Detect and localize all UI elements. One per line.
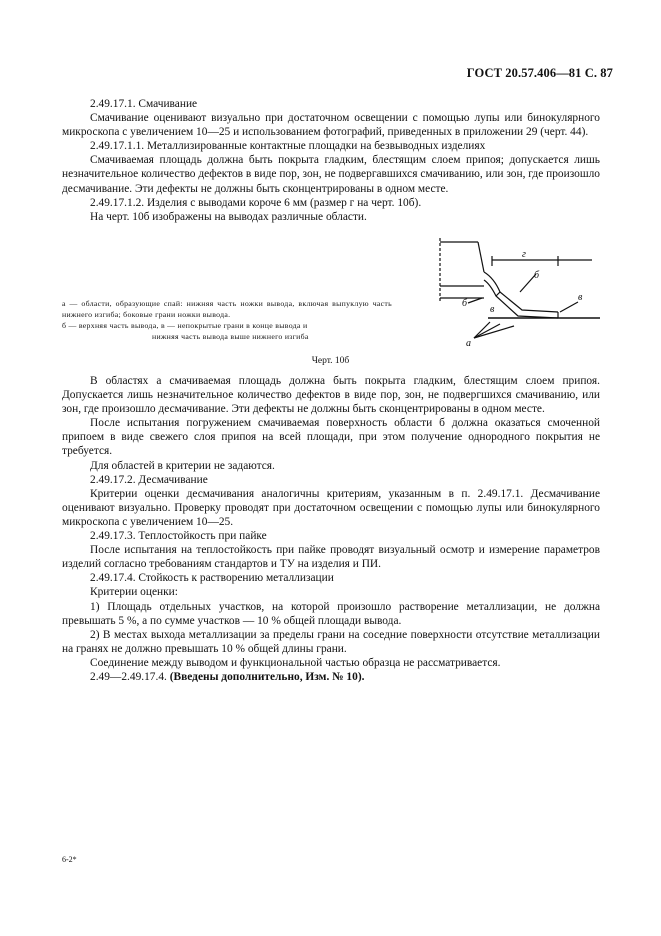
paragraph: Соединение между выводом и функциональной частью образца не рассматривается. <box>90 656 501 669</box>
paragraph: На черт. 10б изображены на выводах различные области. <box>90 210 367 223</box>
paragraph: После испытания погружением смачиваемая поверхность области б должна оказаться смоченной припоем в виде свежего слоя припоя на всей площади, при этом получение однородного покрытия не требуется. <box>62 417 600 458</box>
label-b-lower: б <box>462 298 468 309</box>
paragraph: Смачивание оценивают визуально при достаточном освещении с помощью лупы или бинокулярного микроскопа с увеличением 10—25 и использованием фотографий, приведенных в приложении 29 (черт. 44). <box>62 112 600 139</box>
lead-drawing <box>440 238 600 338</box>
paragraph: 1) Площадь отдельных участков, на которой произошло растворение металлизации, не должна превышать 5 %, а по сумме участков — 10 % общей площади вывода. <box>62 600 600 627</box>
label-v-right: в <box>578 292 583 303</box>
top-text-block <box>62 97 600 224</box>
label-v-left: в <box>490 304 495 315</box>
section-heading-wetting: 2.49.17.1. Смачивание <box>90 98 198 110</box>
amendment-note <box>62 670 600 684</box>
paragraph: Для областей в критерии не задаются. <box>90 459 275 472</box>
amendment-range: 2.49—2.49.17.4. <box>90 670 170 683</box>
label-a: а <box>466 338 471 349</box>
lead-diagram <box>428 232 600 356</box>
bottom-text-block <box>62 374 600 684</box>
paragraph: Критерии оценки: <box>90 586 178 599</box>
figure-title: Черт. 10б <box>311 356 350 366</box>
section-heading-dewetting: 2.49.17.2. Десмачивание <box>90 473 208 486</box>
section-heading-leadless: 2.49.17.1.1. Металлизированные контактные площадки на безвыводных изделиях <box>90 140 486 153</box>
paragraph: В областях а смачиваемая площадь должна быть покрыта гладким, блестящим слоем припоя. Допускается лишь незначительное количество дефектов в виде пор, зон, не подвергшихся смачиванию, или зон, где произошло десмачивание. Эти дефекты не должны быть сконцентрированы в одном месте. <box>62 375 600 416</box>
footer-mark: 6-2* <box>62 855 77 864</box>
section-heading-heat-resistance: 2.49.17.3. Теплостойкость при пайке <box>90 530 267 543</box>
amendment-text: (Введены дополнительно, Изм. № 10). <box>169 670 365 683</box>
page-header: ГОСТ 20.57.406—81 С. 87 <box>466 66 613 80</box>
figure-legend <box>62 298 392 342</box>
label-b-upper: б <box>534 270 540 281</box>
paragraph: Смачиваемая площадь должна быть покрыта гладким, блестящим слоем припоя; допускается лишь незначительное количество дефектов в виде пор, зон, не подвергавшихся смачиванию, или зон, где произошло десмачивание. Эти дефекты не должны быть сконцентрированы в одном месте. <box>62 154 600 195</box>
label-g: г <box>522 249 526 260</box>
legend-line: б — верхняя часть вывода, в — непокрытые грани в конце вывода и <box>62 321 308 330</box>
paragraph: После испытания на теплостойкость при пайке проводят визуальный осмотр и измерение параметров изделий согласно требованиям стандартов и ТУ на изделия и ПИ. <box>62 544 600 571</box>
paragraph: 2) В местах выхода металлизации за пределы грани на соседние поверхности отсутствие металлизации на гранях не должно превышать 10 % общей длины грани. <box>62 628 600 655</box>
legend-line: нижняя часть вывода выше нижнего изгиба <box>152 332 309 341</box>
section-heading-short-leads: 2.49.17.1.2. Изделия с выводами короче 6 мм (размер г на черт. 10б). <box>90 196 422 209</box>
paragraph: Критерии оценки десмачивания аналогичны критериям, указанным в п. 2.49.17.1. Десмачивание оценивают визуально. Проверку проводят при достаточном освещении с помощью лупы или бинокулярного микроскопа с увеличением 10—25. <box>62 487 600 528</box>
section-heading-metallization: 2.49.17.4. Стойкость к растворению металлизации <box>90 572 334 585</box>
legend-line: а — области, образующие спай: нижняя часть ножки вывода, включая выпуклую часть нижнего изгиба; боковые грани ножки вывода. <box>62 299 392 319</box>
